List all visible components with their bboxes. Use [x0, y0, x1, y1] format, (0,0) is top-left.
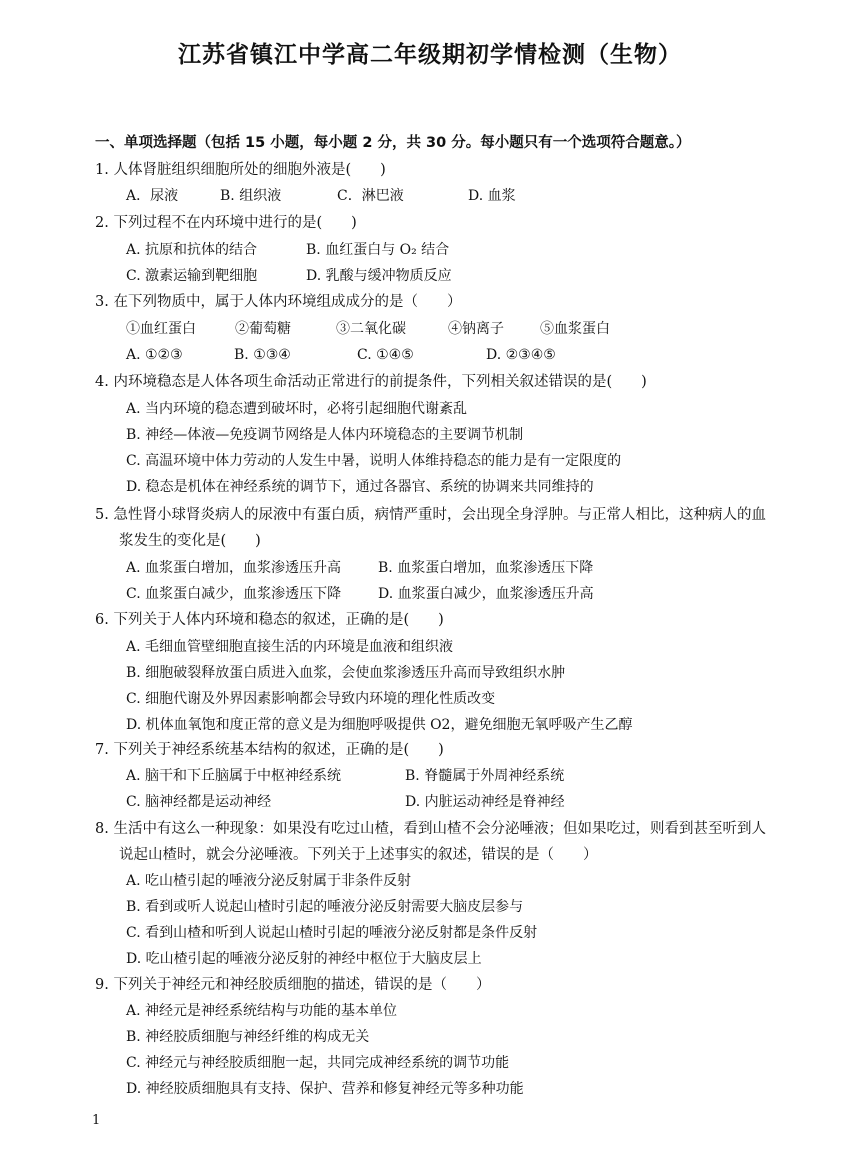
- question-3-item-4: ④钠离子: [448, 321, 504, 337]
- question-8-option-a: A. 吃山楂引起的唾液分泌反射属于非条件反射: [126, 873, 412, 889]
- question-9-option-b: B. 神经胶质细胞与神经纤维的构成无关: [126, 1029, 370, 1045]
- question-6-option-c: C. 细胞代谢及外界因素影响都会导致内环境的理化性质改变: [126, 691, 496, 707]
- question-6-option-b: B. 细胞破裂释放蛋白质进入血浆，会使血浆渗透压升高而导致组织水肿: [126, 665, 566, 681]
- question-5-option-a: A. 血浆蛋白增加，血浆渗透压升高: [126, 560, 342, 576]
- question-9-option-c: C. 神经元与神经胶质细胞一起，共同完成神经系统的调节功能: [126, 1055, 510, 1071]
- question-8-stem-line-2: 说起山楂时，就会分泌唾液。下列关于上述事实的叙述，错误的是（ ）: [119, 847, 598, 863]
- question-1-stem: 1. 人体肾脏组织细胞所处的细胞外液是( ): [95, 162, 386, 178]
- question-9-stem: 9. 下列关于神经元和神经胶质细胞的描述，错误的是（ ）: [95, 977, 491, 993]
- question-9-option-a: A. 神经元是神经系统结构与功能的基本单位: [126, 1003, 398, 1019]
- question-1-option-c: C．淋巴液: [337, 188, 404, 204]
- question-3-item-2: ②葡萄糖: [235, 321, 291, 337]
- question-8-option-b: B. 看到或听人说起山楂时引起的唾液分泌反射需要大脑皮层参与: [126, 899, 524, 915]
- question-4-option-a: A. 当内环境的稳态遭到破坏时，必将引起细胞代谢紊乱: [126, 401, 468, 417]
- question-7-option-b: B. 脊髓属于外周神经系统: [405, 768, 565, 784]
- question-7-stem: 7. 下列关于神经系统基本结构的叙述，正确的是( ): [95, 742, 444, 758]
- question-8-option-c: C. 看到山楂和听到人说起山楂时引起的唾液分泌反射都是条件反射: [126, 925, 538, 941]
- question-4-stem: 4. 内环境稳态是人体各项生命活动正常进行的前提条件，下列相关叙述错误的是( ): [95, 374, 647, 390]
- section-heading: 一、单项选择题（包括 15 小题，每小题 2 分，共 30 分。每小题只有一个选项符合题意。）: [95, 135, 691, 151]
- question-3-option-b: B. ①③④: [234, 347, 291, 363]
- question-3-item-3: ③二氧化碳: [336, 321, 406, 337]
- question-8-option-d: D. 吃山楂引起的唾液分泌反射的神经中枢位于大脑皮层上: [126, 951, 482, 967]
- question-2-option-b: B. 血红蛋白与 O₂ 结合: [306, 242, 450, 258]
- question-3-item-5: ⑤血浆蛋白: [540, 321, 610, 337]
- question-5-stem-line-1: 5. 急性肾小球肾炎病人的尿液中有蛋白质，病情严重时，会出现全身浮肿。与正常人相比，这种病人的血: [95, 507, 766, 523]
- question-9-option-d: D. 神经胶质细胞具有支持、保护、营养和修复神经元等多种功能: [126, 1081, 524, 1097]
- question-3-option-a: A. ①②③: [126, 347, 183, 363]
- question-8-stem-line-1: 8. 生活中有这么一种现象：如果没有吃过山楂，看到山楂不会分泌唾液；但如果吃过，则看到甚至听到人: [95, 821, 766, 837]
- question-3-stem: 3. 在下列物质中，属于人体内环境组成成分的是（ ）: [95, 294, 462, 310]
- question-5-option-c: C. 血浆蛋白减少，血浆渗透压下降: [126, 586, 342, 602]
- question-7-option-d: D. 内脏运动神经是脊神经: [405, 794, 565, 810]
- question-2-stem: 2. 下列过程不在内环境中进行的是( ): [95, 215, 357, 231]
- question-5-option-d: D. 血浆蛋白减少，血浆渗透压升高: [378, 586, 594, 602]
- question-2-option-c: C. 激素运输到靶细胞: [126, 268, 258, 284]
- question-3-item-1: ①血红蛋白: [126, 321, 196, 337]
- question-2-option-d: D. 乳酸与缓冲物质反应: [306, 268, 452, 284]
- question-5-option-b: B. 血浆蛋白增加，血浆渗透压下降: [378, 560, 594, 576]
- question-7-option-c: C. 脑神经都是运动神经: [126, 794, 272, 810]
- question-6-stem: 6. 下列关于人体内环境和稳态的叙述，正确的是( ): [95, 612, 444, 628]
- question-4-option-c: C. 高温环境中体力劳动的人发生中暑，说明人体维持稳态的能力是有一定限度的: [126, 453, 622, 469]
- question-1-option-a: A．尿液: [126, 188, 179, 204]
- question-1-option-b: B. 组织液: [220, 188, 282, 204]
- question-7-option-a: A. 脑干和下丘脑属于中枢神经系统: [126, 768, 342, 784]
- page-title: 江苏省镇江中学高二年级期初学情检测（生物）: [178, 42, 682, 68]
- question-4-option-b: B. 神经—体液—免疫调节网络是人体内环境稳态的主要调节机制: [126, 427, 524, 443]
- question-5-stem-line-2: 浆发生的变化是( ): [119, 533, 261, 549]
- question-1-option-d: D. 血浆: [468, 188, 516, 204]
- question-3-option-d: D. ②③④⑤: [486, 347, 556, 363]
- question-4-option-d: D. 稳态是机体在神经系统的调节下，通过各器官、系统的协调来共同维持的: [126, 479, 594, 495]
- page-number: 1: [92, 1113, 101, 1128]
- question-6-option-a: A. 毛细血管壁细胞直接生活的内环境是血液和组织液: [126, 639, 454, 655]
- question-3-option-c: C. ①④⑤: [357, 347, 414, 363]
- question-2-option-a: A. 抗原和抗体的结合: [126, 242, 258, 258]
- question-6-option-d: D. 机体血氧饱和度正常的意义是为细胞呼吸提供 O2，避免细胞无氧呼吸产生乙醇: [126, 717, 633, 733]
